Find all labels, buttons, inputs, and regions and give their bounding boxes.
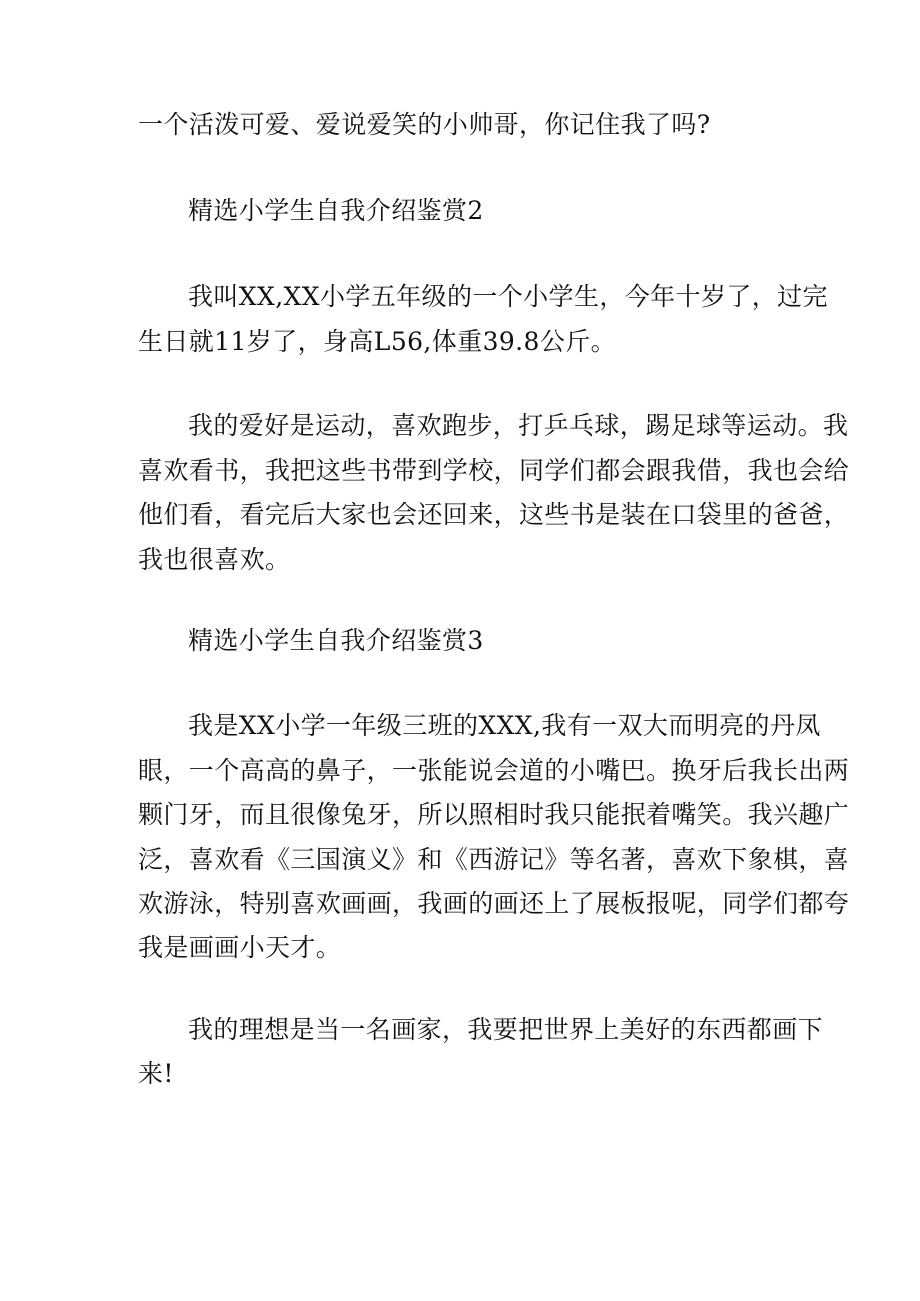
paragraph-line-6: 他们看，看完后大家也会还回来，这些书是装在口袋里的爸爸， — [138, 500, 850, 529]
paragraph-line-12: 欢游泳，特别喜欢画画，我画的画还上了展板报呢，同学们都夸 — [138, 889, 850, 918]
paragraph-line-5: 喜欢看书，我把这些书带到学校，同学们都会跟我借，我也会给 — [138, 456, 850, 485]
paragraph-line-13: 我是画画小天才。 — [138, 933, 342, 962]
paragraph-line-14: 我的理想是当一名画家，我要把世界上美好的东西都画下 — [188, 1015, 824, 1044]
paragraph-line-2: 我叫XX,XX小学五年级的一个小学生，今年十岁了，过完 — [188, 282, 828, 311]
paragraph-line-7: 我也很喜欢。 — [138, 545, 291, 574]
paragraph-line-1: 一个活泼可爱、爱说爱笑的小帅哥，你记住我了吗? — [138, 110, 711, 139]
paragraph-line-15: 来! — [138, 1059, 174, 1088]
paragraph-line-10: 颗门牙，而且很像兔牙，所以照相时我只能抿着嘴笑。我兴趣广 — [138, 800, 850, 829]
paragraph-line-11: 泛，喜欢看《三国演义》和《西游记》等名著，喜欢下象棋，喜 — [138, 845, 850, 874]
section-heading-3: 精选小学生自我介绍鉴赏3 — [188, 626, 484, 655]
paragraph-line-3: 生日就11岁了，身高L56,体重39.8公斤。 — [138, 327, 617, 356]
paragraph-line-4: 我的爱好是运动，喜欢跑步，打乒乓球，踢足球等运动。我 — [188, 411, 849, 440]
section-heading-2: 精选小学生自我介绍鉴赏2 — [188, 196, 484, 225]
paragraph-line-9: 眼，一个高高的鼻子，一张能说会道的小嘴巴。换牙后我长出两 — [138, 756, 850, 785]
paragraph-line-8: 我是XX小学一年级三班的XXX,我有一双大而明亮的丹凤 — [188, 711, 821, 740]
